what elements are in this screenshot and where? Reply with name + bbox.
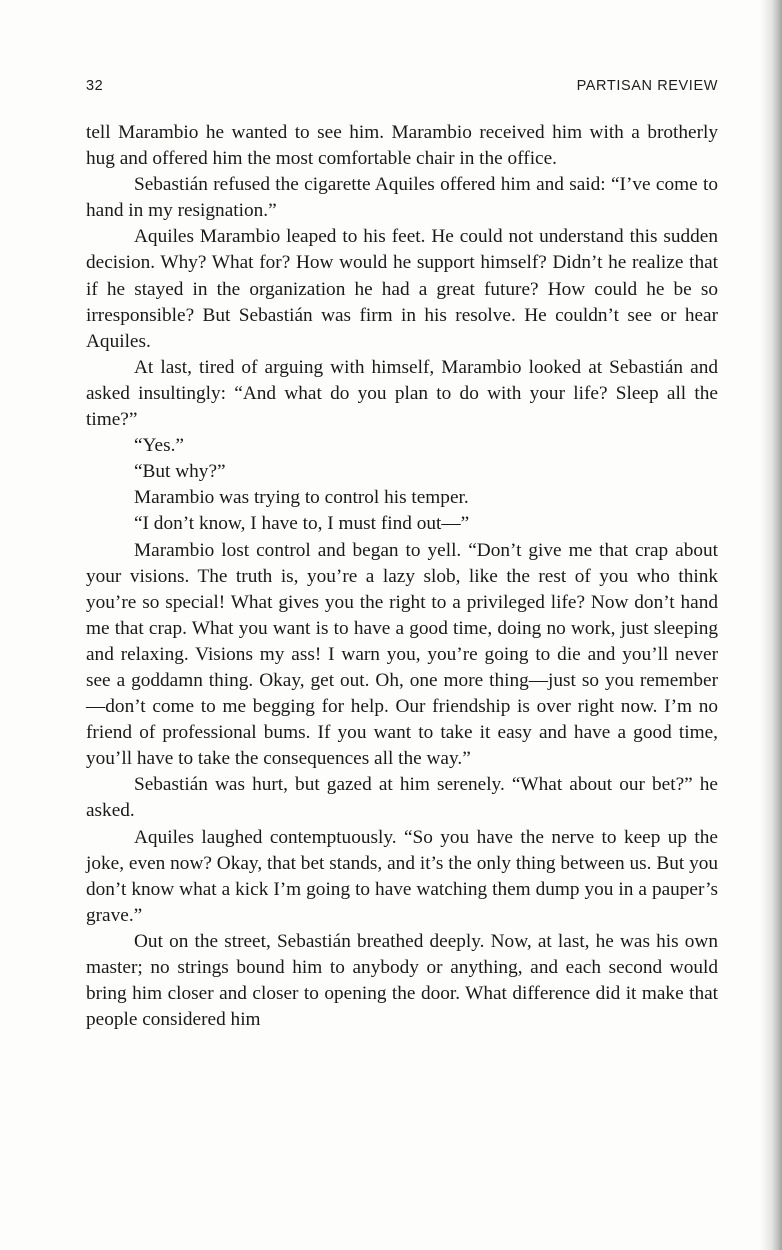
page-number: 32 — [86, 78, 104, 94]
dialogue-line: “But why?” — [134, 461, 226, 483]
paragraph: At last, tired of arguing with himself, Marambio looked at Sebastián and asked insultingly: “And what do you plan to do with your life? Sleep all the time?” — [86, 356, 718, 431]
body-text — [86, 120, 718, 1033]
page-edge-shadow — [760, 0, 782, 1250]
dialogue-line: “Yes.” — [134, 435, 184, 457]
paragraph: Sebastián was hurt, but gazed at him serenely. “What about our bet?” he asked. — [86, 774, 718, 822]
paragraph: Marambio lost control and began to yell. “Don’t give me that crap about your visions. The truth is, you’re a lazy slob, like the rest of you who think you’re so special! What gives you the right to a privileged life? Now don’t hand me that crap. What you want is to have a good time, doing no work, just sleeping and relaxing. Visions my ass! I warn you, you’re going to die and you’ll never see a goddamn thing. Okay, get out. Oh, one more thing—just so you remember—don’t come to me begging for help. Our friendship is over right now. I’m no friend of professional bums. If you want to take it easy and have a good time, you’ll have to take the consequences all the way.” — [86, 539, 718, 770]
paragraph: Aquiles Marambio leaped to his feet. He could not understand this sudden decision. Why? What for? How would he support himself? Didn’t he realize that if he stayed in the organization he had a great future? How could he be so irresponsible? But Sebastián was firm in his resolve. He couldn’t see or hear Aquiles. — [86, 226, 718, 352]
paragraph: Out on the street, Sebastián breathed deeply. Now, at last, he was his own master; no strings bound him to anybody or anything, and each second would bring him closer and closer to opening the door. What difference did it make that people considered him — [86, 930, 718, 1031]
dialogue-line: “I don’t know, I have to, I must find out—” — [134, 513, 470, 535]
paragraph: Aquiles laughed contemptuously. “So you have the nerve to keep up the joke, even now? Okay, that bet stands, and it’s the only thing between us. But you don’t know what a kick I’m going to have watching them dump you in a pauper’s grave.” — [86, 826, 718, 926]
running-head — [86, 78, 718, 98]
paragraph: Marambio was trying to control his temper. — [134, 487, 469, 509]
paragraph: Sebastián refused the cigarette Aquiles offered him and said: “I’ve come to hand in my resignation.” — [86, 174, 718, 222]
paragraph-continuation: tell Marambio he wanted to see him. Marambio received him with a brotherly hug and offered him the most comfortable chair in the office. — [86, 122, 718, 170]
journal-title: PARTISAN REVIEW — [576, 78, 718, 94]
